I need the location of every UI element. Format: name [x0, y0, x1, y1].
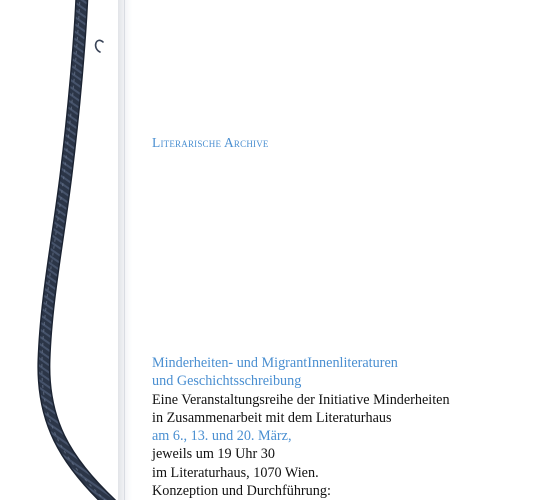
description-line-2: in Zusammenarbeit mit dem Literaturhaus	[152, 409, 392, 426]
event-title-line-2: und Geschichtsschreibung	[152, 373, 302, 390]
event-description	[152, 354, 532, 500]
event-dates: am 6., 13. und 20. März,	[152, 428, 292, 445]
event-title-line-1: Minderheiten- und MigrantInnenliteraturen	[152, 355, 398, 371]
event-time: jeweils um 19 Uhr 30	[152, 446, 275, 463]
event-venue: im Literaturhaus, 1070 Wien.	[152, 464, 319, 481]
description-line-1: Eine Veranstaltungsreihe der Initiative Minderheiten	[152, 391, 450, 408]
organizers-label: Konzeption und Durchführung:	[152, 483, 331, 500]
section-heading: Literarische Archive	[152, 135, 269, 150]
